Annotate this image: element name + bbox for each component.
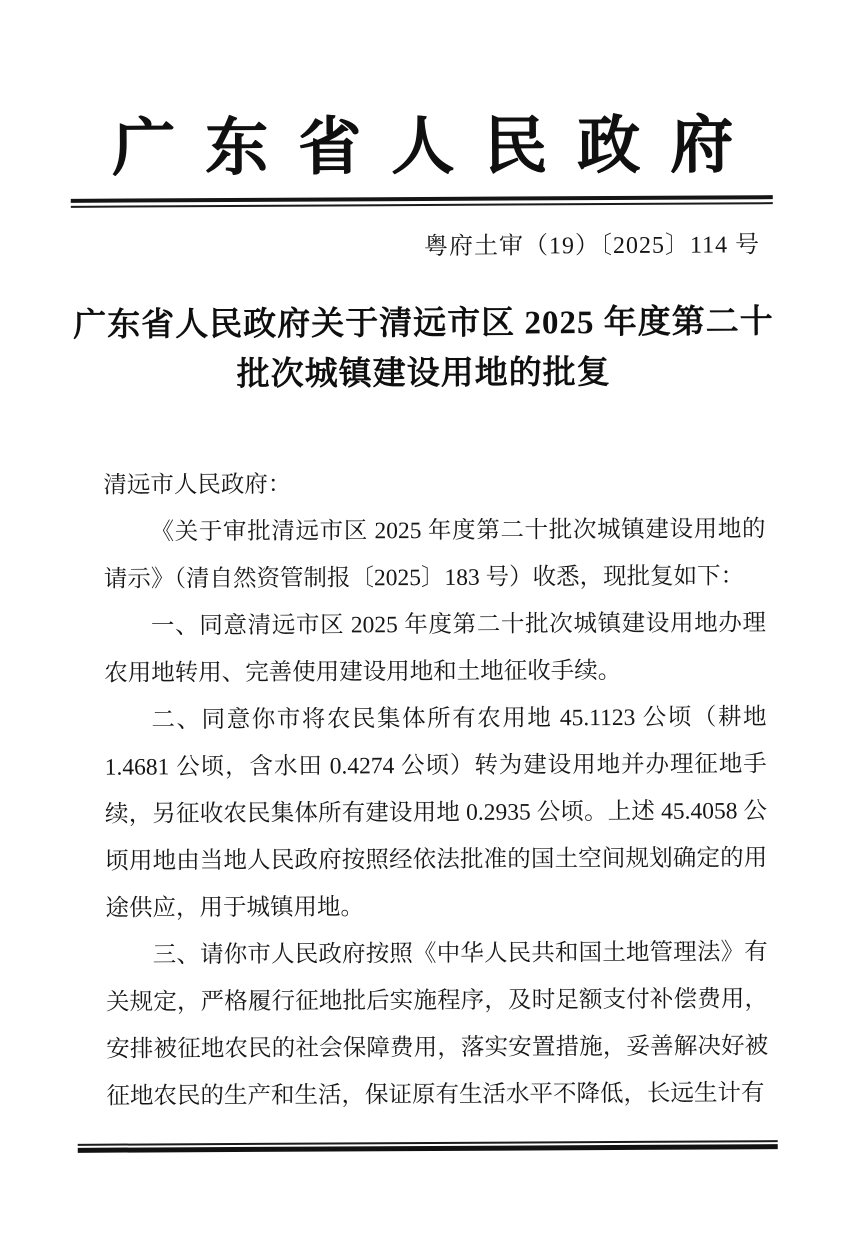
- document-title-line-1: 广东省人民政府关于清远市区 2025 年度第二十: [73, 304, 774, 344]
- paragraph-item-3: 三、请你市人民政府按照《中华人民共和国土地管理法》有关规定，严格履行征地批后实施程序，及时足额支付补偿费用，安排被征地农民的社会保障费用，落实安置措施，妥善解决好被征地农民的生产和生活，保证原有生活水平不降低，长远生计有: [105, 939, 769, 1110]
- document-number: 粤府土审（19）〔2025〕114 号: [423, 232, 761, 261]
- government-masthead: 广东省人民政府: [111, 110, 764, 184]
- paragraph-item-2: 二、同意你市将农民集体所有农用地 45.1123 公顷（耕地 1.4681 公顷，含水田 0.4274 公顷）转为建设用地并办理征地手续，另征收农民集体所有建设用地 0.2935 公顷。上述 45.4058 公顷用地由当地人民政府按照经依法批准的国土空间规划确定的用途供应，用于城镇用地。: [104, 704, 768, 922]
- salutation: 清远市人民政府：: [103, 471, 292, 499]
- document-title-line-2: 批次城镇建设用地的批复: [236, 355, 611, 393]
- paragraph-intro: 《关于审批清远市区 2025 年度第二十批次城镇建设用地的请示》（清自然资管制报〔2025〕183 号）收悉，现批复如下：: [103, 516, 766, 593]
- document-title: [0, 297, 849, 401]
- paragraph-item-1: 一、同意清远市区 2025 年度第二十批次城镇建设用地办理农用地转用、完善使用建设用地和土地征收手续。: [104, 610, 767, 687]
- page-footer-divider: [78, 1140, 778, 1153]
- masthead-divider: [71, 195, 773, 208]
- document-body: [103, 459, 768, 1124]
